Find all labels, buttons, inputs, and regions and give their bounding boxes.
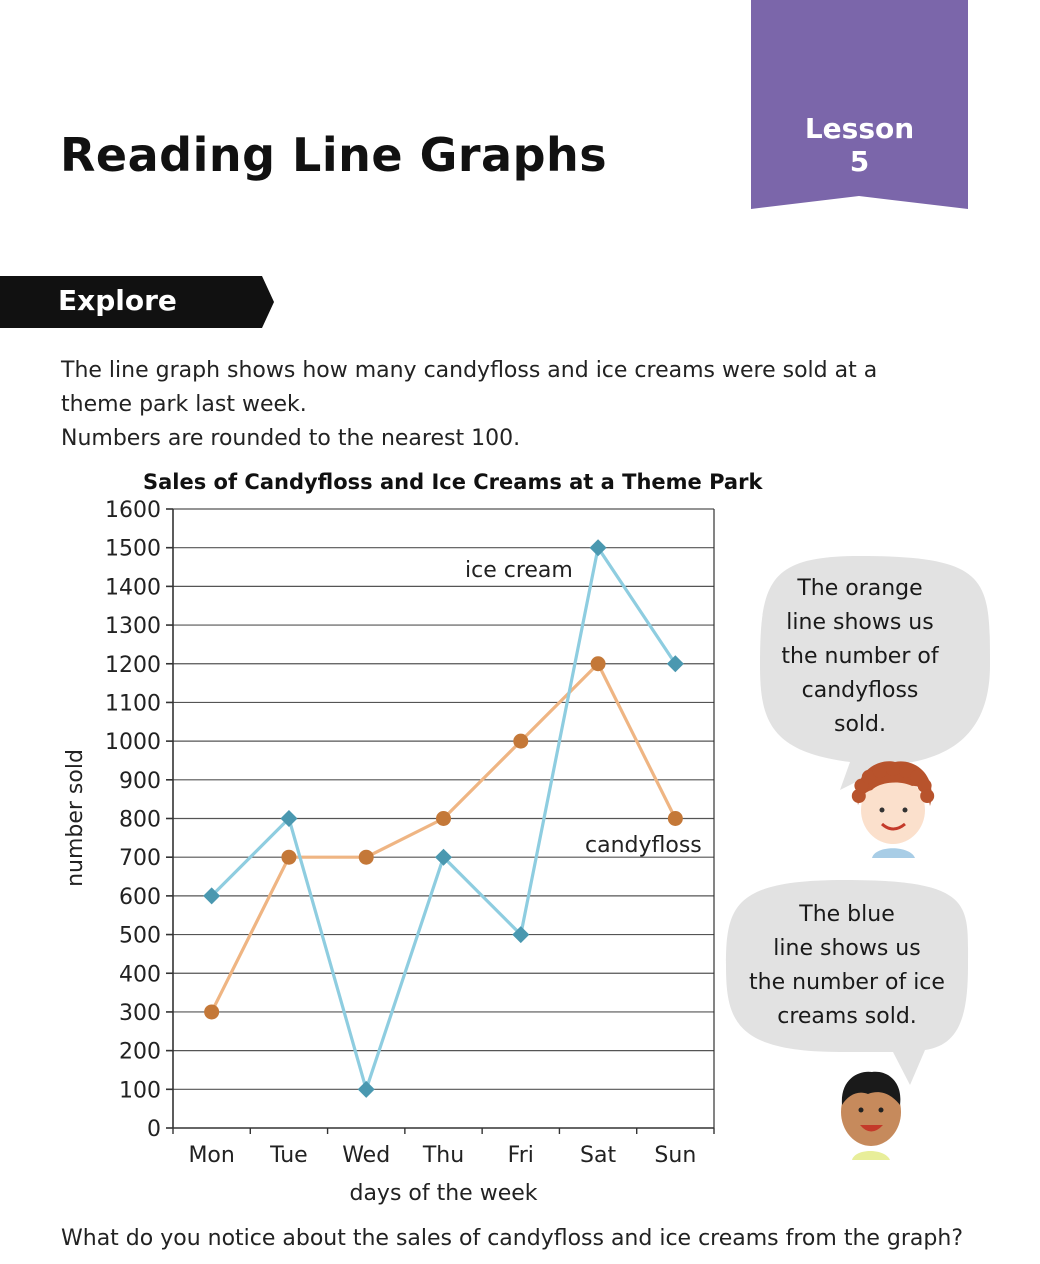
character-shirt bbox=[872, 848, 915, 858]
y-tick-label: 200 bbox=[119, 1039, 161, 1065]
character-eye bbox=[903, 808, 908, 813]
y-tick-label: 1300 bbox=[105, 614, 161, 640]
candyfloss-point bbox=[436, 811, 451, 826]
y-tick-label: 600 bbox=[119, 884, 161, 910]
lesson-label: Lesson bbox=[804, 112, 915, 145]
x-tick-label: Sat bbox=[580, 1143, 617, 1168]
character-hair-curl bbox=[873, 764, 887, 778]
orange-bubble-text bbox=[760, 572, 960, 742]
character-eye bbox=[879, 1108, 884, 1113]
y-tick-label: 1500 bbox=[105, 536, 161, 562]
blue-bubble-text bbox=[732, 898, 962, 1034]
ice-cream-point bbox=[590, 539, 607, 556]
y-tick-label: 1600 bbox=[105, 498, 161, 523]
y-tick-label: 300 bbox=[119, 1000, 161, 1026]
x-tick-label: Sun bbox=[654, 1143, 697, 1168]
ice-cream-point bbox=[358, 1081, 375, 1098]
character-shirt bbox=[852, 1151, 890, 1160]
page-title: Reading Line Graphs bbox=[60, 128, 608, 182]
character-hair-curl bbox=[920, 789, 934, 803]
character-eye bbox=[880, 808, 885, 813]
y-tick-label: 900 bbox=[119, 768, 161, 794]
chart-title: Sales of Candyfloss and Ice Creams at a Theme Park bbox=[143, 470, 763, 494]
y-tick-label: 1200 bbox=[105, 652, 161, 678]
section-label: Explore bbox=[58, 284, 177, 317]
candyfloss-point bbox=[359, 850, 374, 865]
intro-line: theme park last week. bbox=[61, 392, 307, 417]
y-tick-label: 800 bbox=[119, 807, 161, 833]
y-tick-label: 1000 bbox=[105, 730, 161, 756]
ice-cream-series-label: ice cream bbox=[465, 558, 573, 583]
intro-line: Numbers are rounded to the nearest 100. bbox=[61, 426, 521, 451]
candyfloss-point bbox=[204, 1004, 219, 1019]
question-text: What do you notice about the sales of candyfloss and ice creams from the graph? bbox=[61, 1226, 963, 1251]
y-tick-label: 100 bbox=[119, 1078, 161, 1104]
candyfloss-point bbox=[591, 656, 606, 671]
bubble-line: the number of ice bbox=[749, 970, 945, 995]
x-tick-label: Tue bbox=[270, 1143, 308, 1168]
candyfloss-point bbox=[513, 734, 528, 749]
y-tick-label: 1400 bbox=[105, 575, 161, 601]
x-axis-label: days of the week bbox=[349, 1181, 538, 1206]
candyfloss-point bbox=[281, 850, 296, 865]
y-axis-label: number sold bbox=[63, 749, 88, 887]
bubble-line: candyfloss bbox=[801, 678, 919, 703]
bubble-line: line shows us bbox=[773, 936, 921, 961]
bubble-line: line shows us bbox=[786, 610, 934, 635]
bubble-line: The orange bbox=[797, 576, 923, 601]
candyfloss-point bbox=[668, 811, 683, 826]
bubble-line: sold. bbox=[834, 712, 886, 737]
lesson-number: 5 bbox=[849, 145, 870, 178]
x-tick-label: Wed bbox=[342, 1143, 391, 1168]
x-tick-label: Mon bbox=[188, 1143, 235, 1168]
y-tick-label: 1100 bbox=[105, 691, 161, 717]
y-tick-label: 400 bbox=[119, 962, 161, 988]
y-tick-label: 500 bbox=[119, 923, 161, 949]
intro-line: The line graph shows how many candyfloss and ice creams were sold at a bbox=[61, 358, 878, 383]
bubble-line: creams sold. bbox=[777, 1004, 917, 1029]
character-hair-curl bbox=[886, 762, 900, 776]
candyfloss-series-label: candyfloss bbox=[585, 833, 702, 858]
x-tick-label: Thu bbox=[422, 1143, 465, 1168]
ice-cream-point bbox=[667, 655, 684, 672]
y-tick-label: 700 bbox=[119, 846, 161, 872]
bubble-line: the number of bbox=[781, 644, 939, 669]
y-tick-label: 0 bbox=[147, 1117, 161, 1142]
bubble-line: The blue bbox=[799, 902, 895, 927]
character-eye bbox=[859, 1108, 864, 1113]
x-tick-label: Fri bbox=[507, 1143, 534, 1168]
